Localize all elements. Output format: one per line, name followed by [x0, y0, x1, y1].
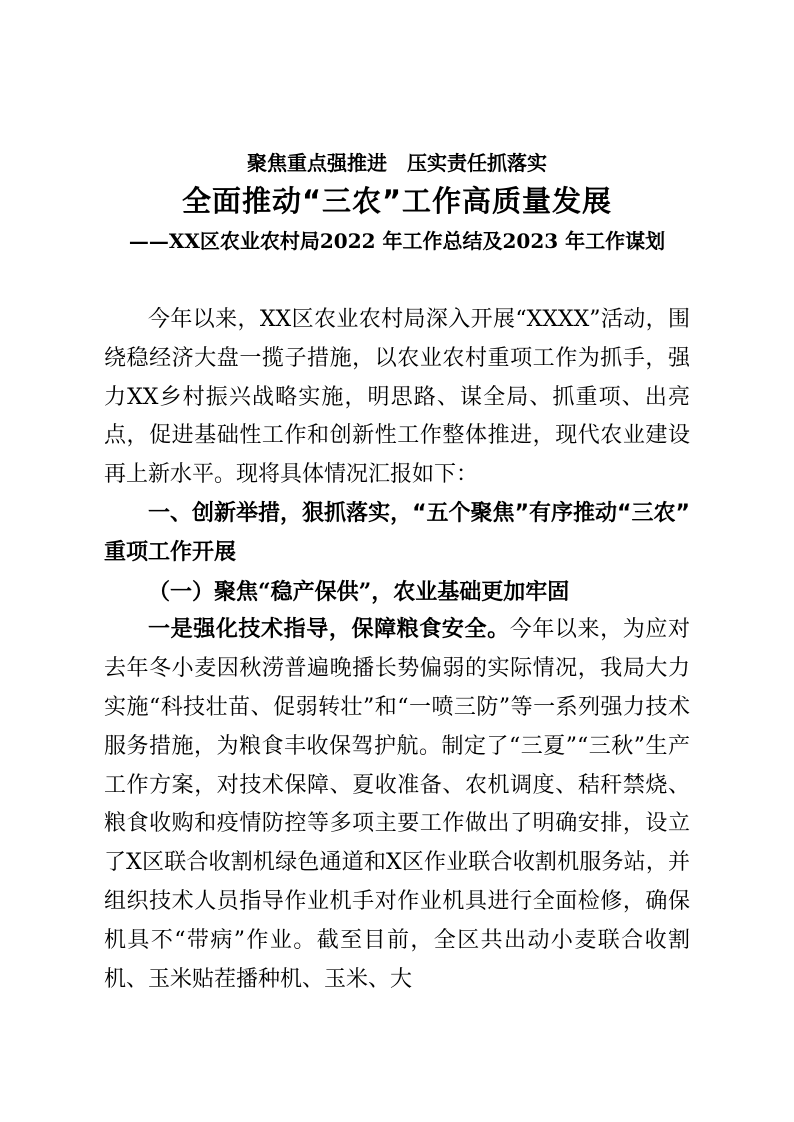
doc-body: [104, 301, 690, 999]
doc-title-main: 全面推动“三农”工作高质量发展: [181, 184, 613, 218]
doc-title-kicker: 聚焦重点强推进 压实责任抓落实: [247, 151, 547, 175]
paragraph-point-1-text: 今年以来，为应对去年冬小麦因秋涝普遍晚播长势偏弱的实际情况，我局大力实施“科技壮苗、促弱转壮”和“一喷三防”等一系列强力技术服务措施，为粮食丰收保驾护航。制定了“三夏”“三秋”生产工作方案，对技术保障、夏收准备、农机调度、秸秆禁烧、粮食收购和疫情防控等多项主要工作做出了明确安排，设立了X区联合收割机绿色通道和X区作业联合收割机服务站，并组织技术人员指导作业机手对作业机具进行全面检修，确保机具不“带病”作业。截至目前，全区共出动小麦联合收割机、玉米贴茬播种机、玉米、大: [104, 617, 690, 992]
paragraph-point-1: [104, 611, 690, 999]
section-heading-1: 一、创新举措，狠抓落实，“五个聚焦”有序推动“三农”重项工作开展: [104, 500, 690, 565]
paragraph-point-1-lead: 一是强化技术指导，保障粮食安全。: [148, 617, 510, 643]
subsection-heading-1-1: （一）聚焦“稳产保供”，农业基础更加牢固: [148, 578, 570, 605]
doc-subtitle: ——XX区农业农村局2022 年工作总结及2023 年工作谋划: [128, 229, 666, 253]
paragraph-intro: 今年以来，XX区农业农村局深入开展“XXXX”活动，围绕稳经济大盘一揽子措施，以农业农村重项工作为抓手，强力XX乡村振兴战略实施，明思路、谋全局、抓重项、出亮点，促进基础性工作和创新性工作整体推进，现代农业建设再上新水平。现将具体情况汇报如下：: [104, 307, 690, 488]
